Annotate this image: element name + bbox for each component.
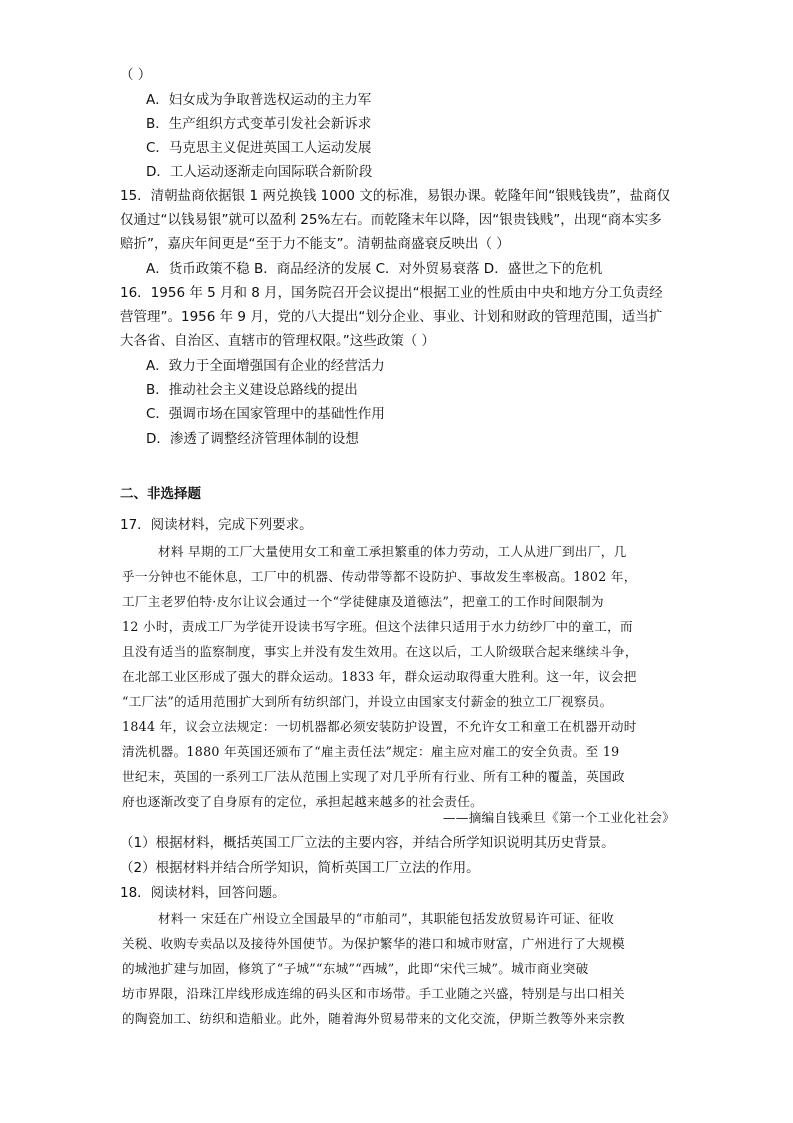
material-line: 的陶瓷加工、纺织和造船业。此外，随着海外贸易带来的文化交流，伊斯兰教等外来宗教 — [122, 1011, 625, 1026]
question-16-line: 营管理”。1956 年 9 月，党的八大提出“划分企业、事业、计划和财政的管理范围，适当扩 — [120, 309, 663, 325]
material-line: 清洗机器。1880 年英国还颁布了“雇主责任法”规定：雇主应对雇工的安全负责。至 19 — [122, 744, 620, 759]
question-16-line: 大各省、自治区、直辖市的管理权限。”这些政策（ ） — [120, 333, 436, 349]
question-17-stem: 17．阅读材料，完成下列要求。 — [120, 517, 313, 533]
option-d: D．渗透了调整经济管理体制的设想 — [146, 431, 359, 447]
material-line: 在北部工业区形成了强大的群众运动。1833 年，群众运动取得重大胜利。这一年，议会把 — [122, 669, 637, 684]
option-d: D．工人运动逐渐走向国际联合新阶段 — [146, 164, 373, 180]
option-a: A．致力于全面增强国有企业的经营活力 — [146, 358, 385, 374]
option-b: B．生产组织方式变革引发社会新诉求 — [146, 116, 372, 132]
question-15-line: 赔折”，嘉庆年间更是“至于力不能支”。清朝盐商盛衰反映出（ ） — [120, 236, 510, 252]
material-line: 的城池扩建与加固，修筑了“子城”“东城”“西城”，此即“宋代三城”。城市商业突破 — [122, 961, 589, 976]
material-source: ——摘编自钱乘旦《第一个工业化社会》 — [442, 810, 675, 825]
requirement-1: （1）根据材料，概括英国工厂立法的主要内容，并结合所学知识说明其历史背景。 — [120, 835, 615, 851]
question-15-line: 仅通过“以钱易银”就可以盈利 25%左右。而乾隆末年以降，因“银贵钱贱”，出现“商本实多 — [120, 212, 662, 228]
question-15-options: A．货币政策不稳 B．商品经济的发展 C．对外贸易衰落 D．盛世之下的危机 — [146, 261, 603, 277]
option-c: C．强调市场在国家管理中的基础性作用 — [146, 406, 385, 422]
material-line: 关税、收购专卖品以及接待外国使节。为保护繁华的港口和城市财富，广州进行了大规模 — [122, 936, 625, 951]
material-line: 工厂主老罗伯特·皮尔让议会通过一个“学徒健康及道德法”，把童工的工作时间限制为 — [122, 594, 604, 609]
material-line: 府也逐渐改变了自身原有的定位，承担起越来越多的社会责任。 — [122, 794, 484, 809]
question-18-stem: 18．阅读材料，回答问题。 — [120, 885, 286, 901]
option-c: C．马克思主义促进英国工人运动发展 — [146, 140, 372, 156]
option-b: B．推动社会主义建设总路线的提出 — [146, 382, 358, 398]
material-line: “工厂法”的适用范围扩大到所有纺织部门，并设立由国家支付薪金的独立工厂视察员。 — [122, 694, 613, 709]
material-line: 材料一 宋廷在广州设立全国最早的“市舶司”，其职能包括发放贸易许可证、征收 — [158, 911, 615, 926]
material-line: 12 小时，责成工厂为学徒开设读书写字班。但这个法律只适用于水力纺纱厂中的童工，而 — [122, 619, 633, 634]
material-line: 世纪末，英国的一系列工厂法从范围上实现了对几乎所有行业、所有工种的覆盖，英国政 — [122, 769, 625, 784]
question-16-line: 16．1956 年 5 月和 8 月，国务院召开会议提出“根据工业的性质由中央和地方分工负责经 — [120, 285, 663, 301]
requirement-2: （2）根据材料并结合所学知识，简析英国工厂立法的作用。 — [120, 860, 480, 876]
section-title: 二、非选择题 — [120, 486, 201, 502]
question-paren: （ ） — [120, 67, 152, 83]
question-15-line: 15．清朝盐商依据银 1 两兑换钱 1000 文的标准，易银办课。乾隆年间“银贱钱贵”，盐商仅 — [120, 188, 671, 204]
material-line: 1844 年，议会立法规定：一切机器都必须安装防护设置，不允许女工和童工在机器开动时 — [122, 719, 637, 734]
material-line: 且没有适当的监察制度，事实上并没有发生效用。在这以后，工人阶级联合起来继续斗争， — [122, 644, 638, 659]
material-line: 坊市界限，沿珠江岸线形成连绵的码头区和市场带。手工业随之兴盛，特别是与出口相关 — [122, 986, 625, 1001]
option-a: A．妇女成为争取普选权运动的主力军 — [146, 92, 372, 108]
material-line: 乎一分钟也不能休息，工厂中的机器、传动带等都不设防护、事故发生率极高。1802 年， — [122, 569, 637, 584]
material-line: 材料 早期的工厂大量使用女工和童工承担繁重的体力劳动，工人从进厂到出厂，几 — [158, 544, 627, 559]
